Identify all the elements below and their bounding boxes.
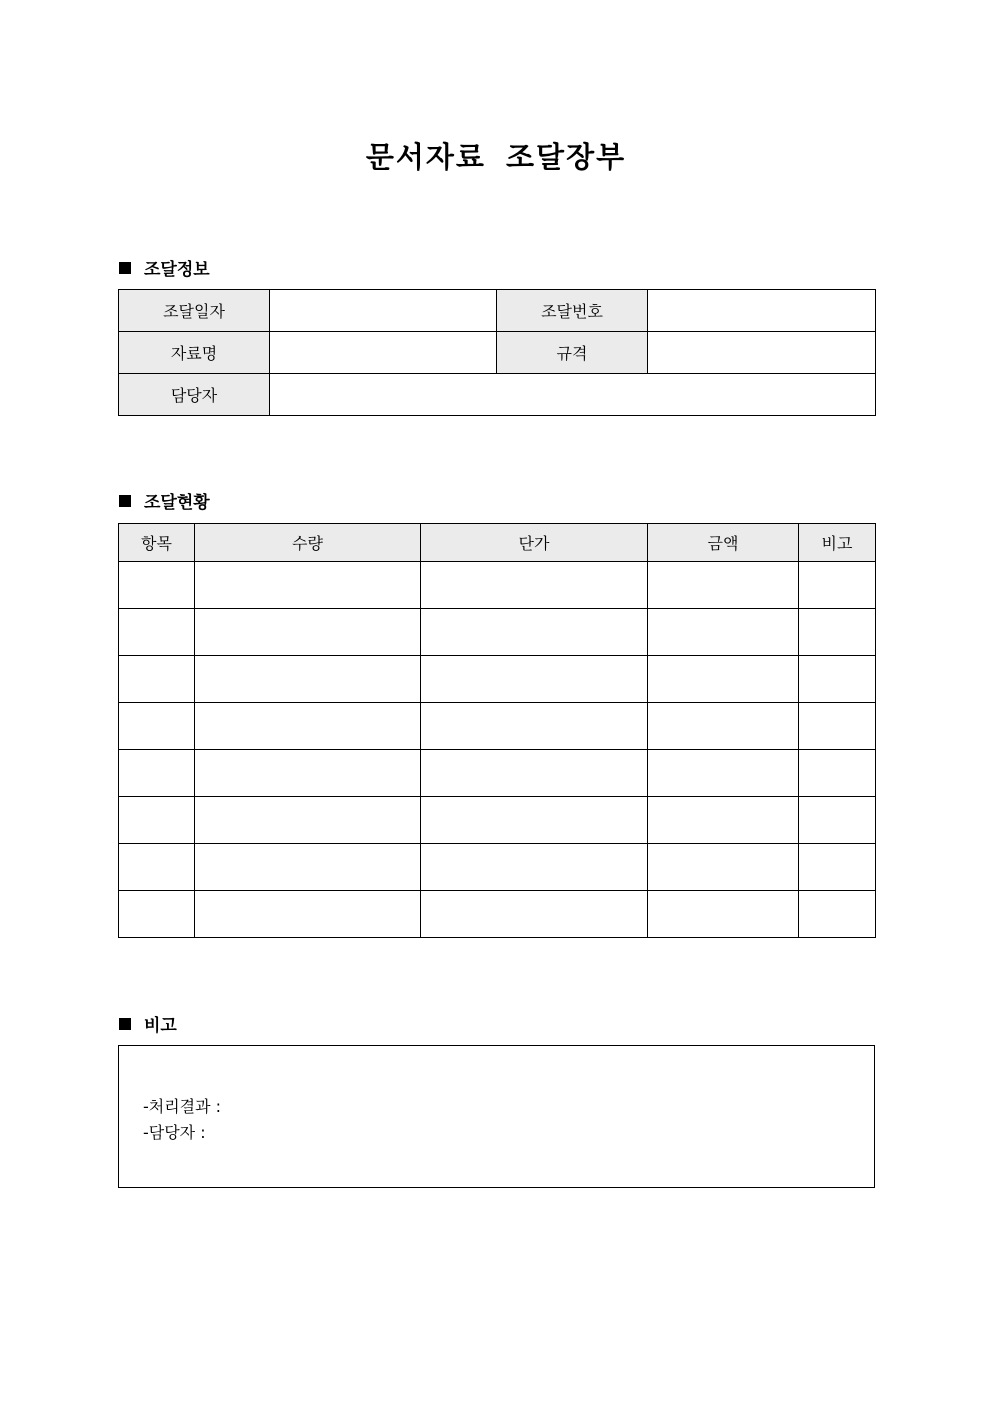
table-cell[interactable] bbox=[119, 656, 195, 703]
table-cell[interactable] bbox=[195, 750, 421, 797]
table-cell[interactable] bbox=[195, 609, 421, 656]
table-cell[interactable] bbox=[648, 797, 799, 844]
material-name-label: 자료명 bbox=[119, 332, 270, 374]
table-cell[interactable] bbox=[799, 609, 876, 656]
table-row bbox=[119, 703, 876, 750]
section-title: 비고 bbox=[144, 1016, 177, 1036]
material-name-field[interactable] bbox=[270, 332, 497, 374]
square-bullet-icon bbox=[119, 1018, 131, 1030]
table-cell[interactable] bbox=[421, 750, 648, 797]
square-bullet-icon bbox=[119, 262, 131, 274]
table-cell[interactable] bbox=[421, 891, 648, 938]
square-bullet-icon bbox=[119, 495, 131, 507]
manager-field[interactable] bbox=[270, 374, 876, 416]
table-row bbox=[119, 750, 876, 797]
column-header-unit-price: 단가 bbox=[421, 524, 648, 562]
table-cell[interactable] bbox=[119, 703, 195, 750]
table-cell[interactable] bbox=[421, 797, 648, 844]
table-cell[interactable] bbox=[648, 656, 799, 703]
table-cell[interactable] bbox=[119, 750, 195, 797]
column-header-item: 항목 bbox=[119, 524, 195, 562]
table-cell[interactable] bbox=[195, 891, 421, 938]
section-title: 조달현황 bbox=[144, 493, 210, 513]
table-row bbox=[119, 332, 876, 374]
table-cell[interactable] bbox=[648, 844, 799, 891]
remarks-box[interactable] bbox=[118, 1045, 875, 1188]
section-heading-status bbox=[119, 488, 210, 513]
table-cell[interactable] bbox=[119, 891, 195, 938]
spec-label: 규격 bbox=[497, 332, 648, 374]
table-row bbox=[119, 656, 876, 703]
table-row bbox=[119, 891, 876, 938]
table-cell[interactable] bbox=[421, 562, 648, 609]
table-row bbox=[119, 562, 876, 609]
table-cell[interactable] bbox=[648, 750, 799, 797]
table-cell[interactable] bbox=[119, 797, 195, 844]
table-row bbox=[119, 290, 876, 332]
table-cell[interactable] bbox=[195, 656, 421, 703]
table-cell[interactable] bbox=[195, 703, 421, 750]
manager-label: 담당자 bbox=[119, 374, 270, 416]
table-cell[interactable] bbox=[421, 844, 648, 891]
table-cell[interactable] bbox=[421, 656, 648, 703]
column-header-amount: 금액 bbox=[648, 524, 799, 562]
procurement-status-table bbox=[118, 523, 876, 938]
table-cell[interactable] bbox=[799, 797, 876, 844]
procurement-number-field[interactable] bbox=[648, 290, 876, 332]
table-cell[interactable] bbox=[648, 562, 799, 609]
table-cell[interactable] bbox=[119, 609, 195, 656]
column-header-note: 비고 bbox=[799, 524, 876, 562]
table-cell[interactable] bbox=[799, 656, 876, 703]
table-row bbox=[119, 609, 876, 656]
table-cell[interactable] bbox=[195, 797, 421, 844]
spec-field[interactable] bbox=[648, 332, 876, 374]
table-cell[interactable] bbox=[119, 562, 195, 609]
table-cell[interactable] bbox=[648, 891, 799, 938]
table-row bbox=[119, 374, 876, 416]
procurement-number-label: 조달번호 bbox=[497, 290, 648, 332]
table-cell[interactable] bbox=[421, 609, 648, 656]
section-heading-remarks bbox=[119, 1011, 177, 1036]
procurement-date-field[interactable] bbox=[270, 290, 497, 332]
table-row bbox=[119, 844, 876, 891]
table-cell[interactable] bbox=[799, 562, 876, 609]
page-title: 문서자료 조달장부 bbox=[365, 140, 627, 174]
table-cell[interactable] bbox=[799, 750, 876, 797]
column-header-quantity: 수량 bbox=[195, 524, 421, 562]
table-cell[interactable] bbox=[648, 703, 799, 750]
table-header-row bbox=[119, 524, 876, 562]
table-cell[interactable] bbox=[421, 703, 648, 750]
table-cell[interactable] bbox=[799, 891, 876, 938]
table-cell[interactable] bbox=[195, 844, 421, 891]
table-cell[interactable] bbox=[799, 844, 876, 891]
section-heading-info bbox=[119, 255, 210, 280]
procurement-date-label: 조달일자 bbox=[119, 290, 270, 332]
table-cell[interactable] bbox=[195, 562, 421, 609]
table-cell[interactable] bbox=[648, 609, 799, 656]
remarks-manager-line: -담당자 : bbox=[143, 1123, 206, 1142]
procurement-info-table bbox=[118, 289, 876, 416]
processing-result-line: -처리결과 : bbox=[143, 1097, 222, 1116]
table-row bbox=[119, 797, 876, 844]
table-cell[interactable] bbox=[119, 844, 195, 891]
table-cell[interactable] bbox=[799, 703, 876, 750]
section-title: 조달정보 bbox=[144, 260, 210, 280]
